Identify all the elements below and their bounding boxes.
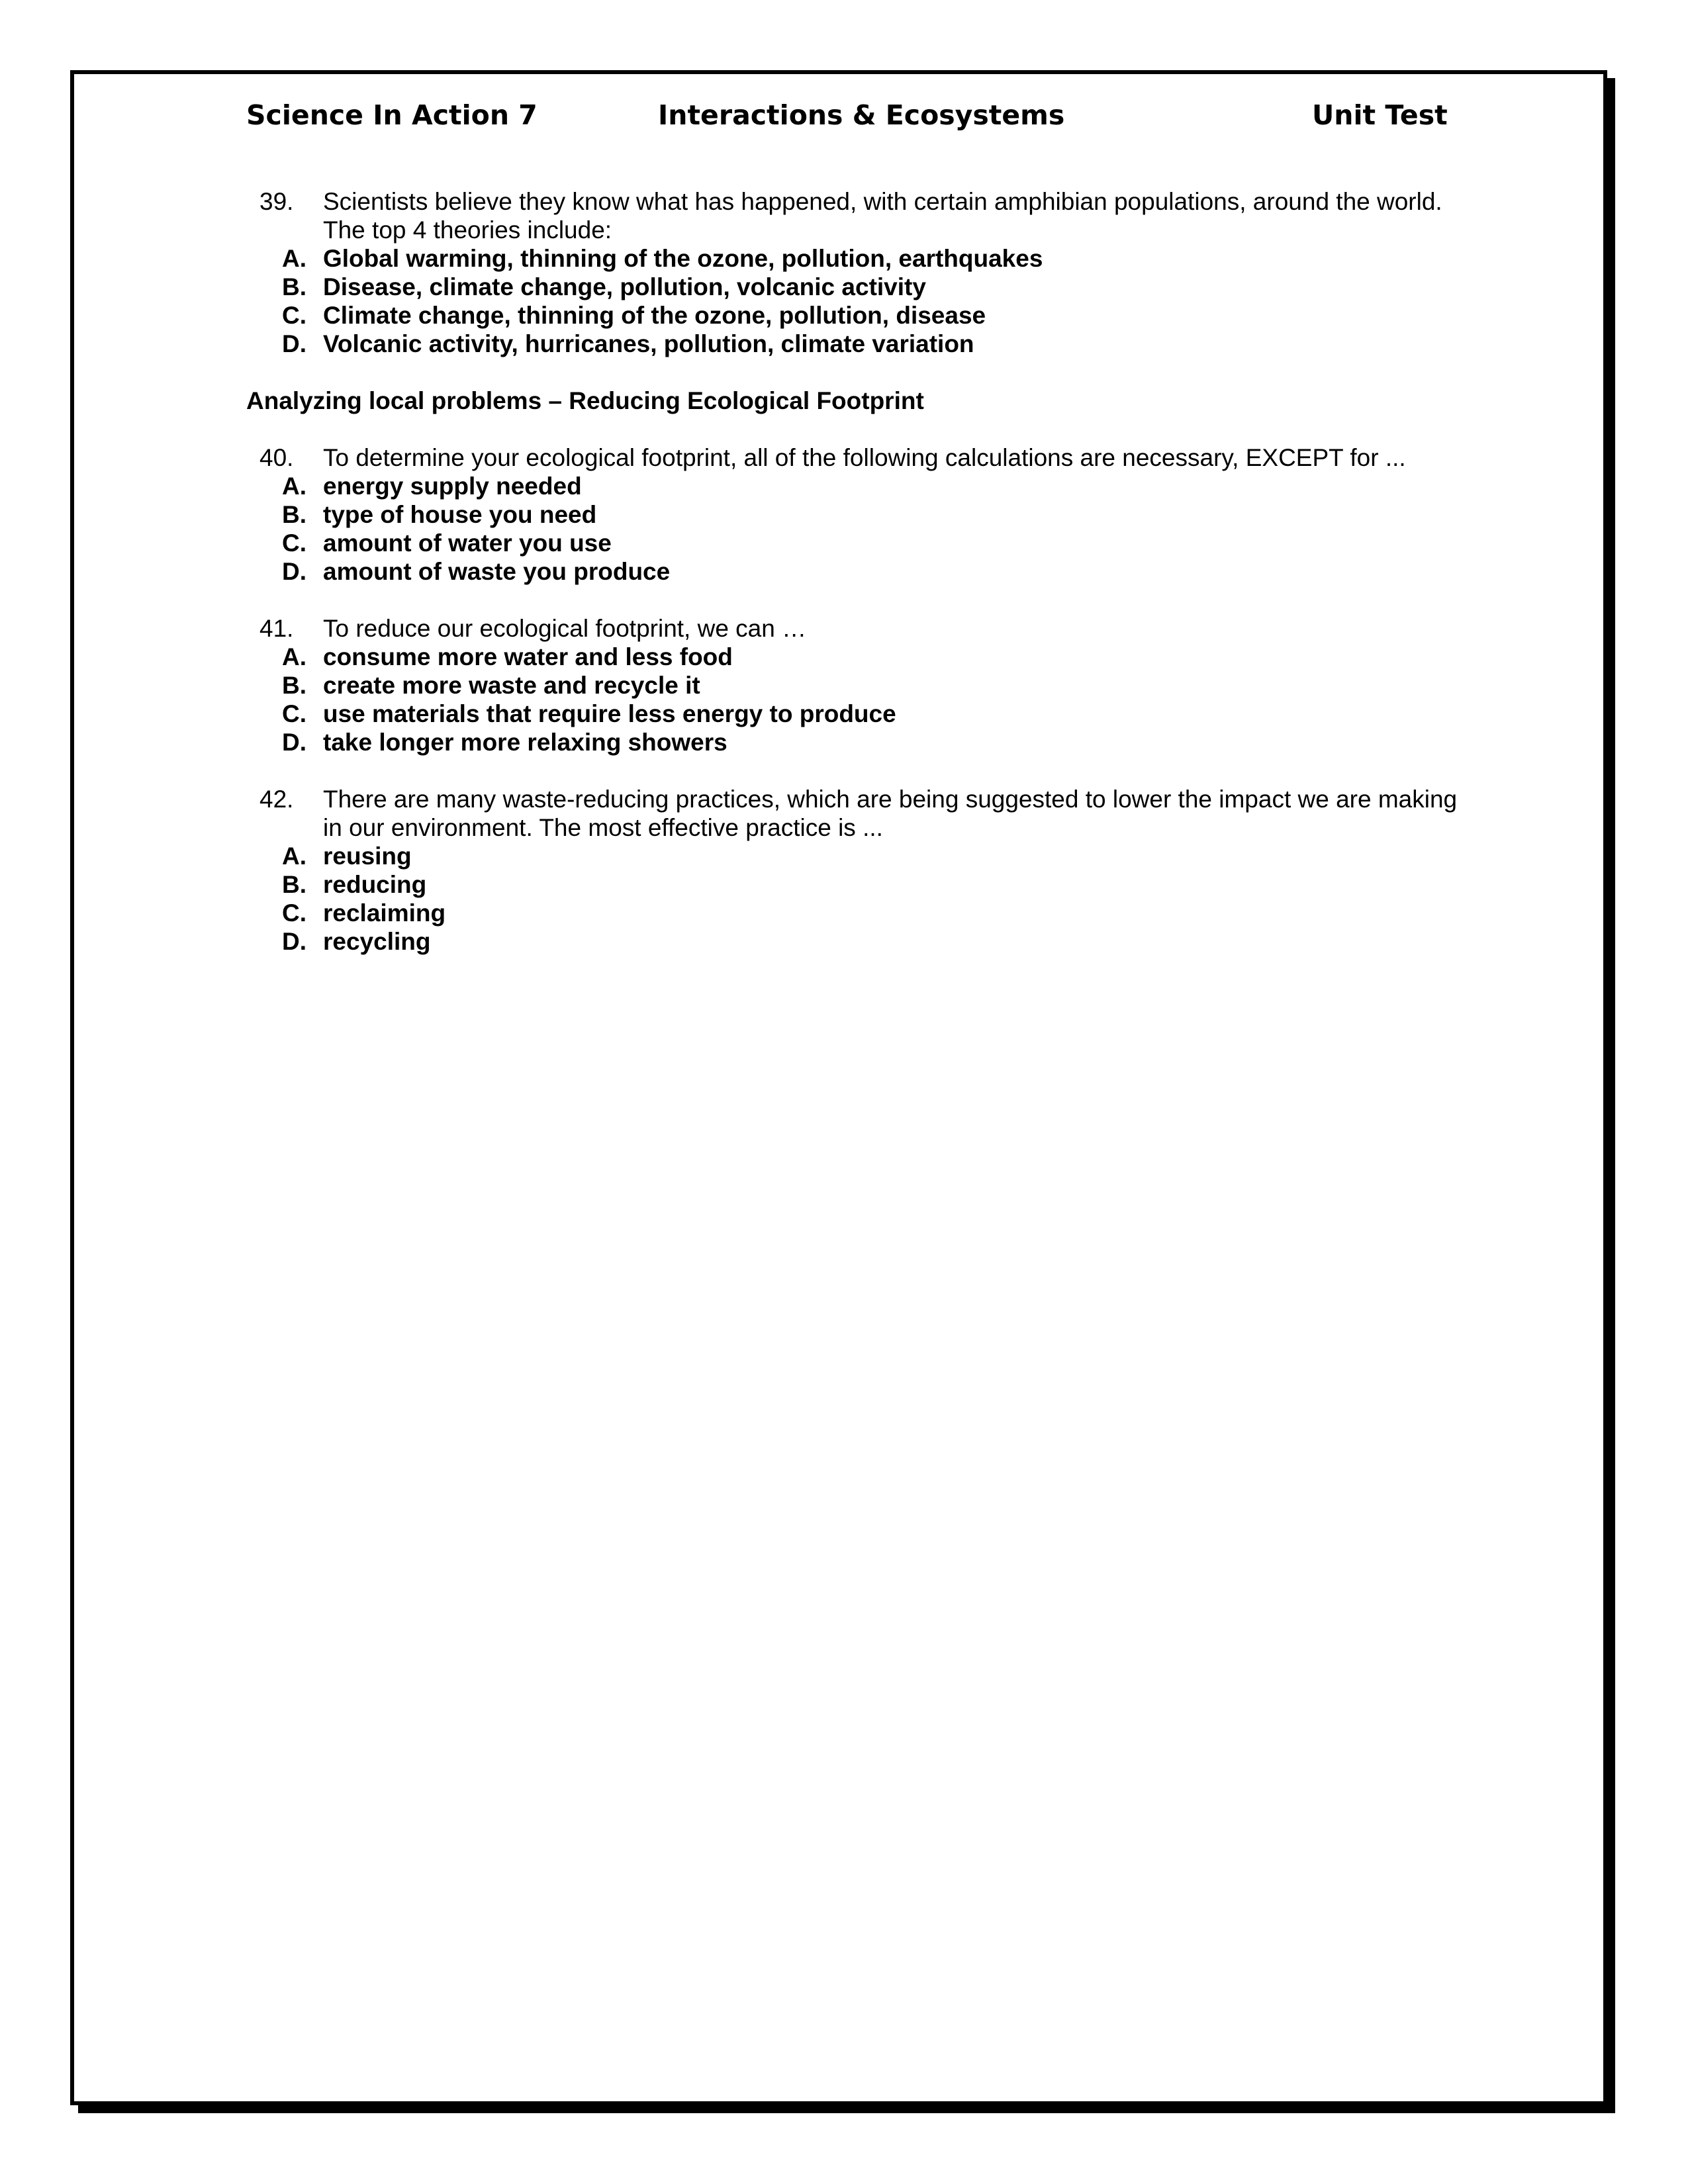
option-text: Volcanic activity, hurricanes, pollution, climate variation <box>323 330 974 357</box>
option-letter: D. <box>282 729 306 756</box>
question-39 <box>246 187 1504 358</box>
option-text: amount of water you use <box>323 529 612 557</box>
option-letter: A. <box>282 842 306 870</box>
answer-option <box>246 529 1504 557</box>
option-text: reclaiming <box>323 899 446 927</box>
option-letter: A. <box>282 643 306 670</box>
option-text: use materials that require less energy to produce <box>323 700 896 727</box>
answer-option <box>246 728 1504 756</box>
option-letter: D. <box>282 558 306 585</box>
option-letter: C. <box>282 302 306 329</box>
section-heading: Analyzing local problems – Reducing Ecological Footprint <box>246 387 924 414</box>
question-stem-line <box>246 785 1504 813</box>
question-number: 42. <box>259 786 294 813</box>
option-letter: B. <box>282 273 306 300</box>
option-text: Global warming, thinning of the ozone, pollution, earthquakes <box>323 245 1043 272</box>
question-text: To reduce our ecological footprint, we can … <box>323 615 807 642</box>
answer-option <box>246 870 1504 899</box>
option-text: amount of waste you produce <box>323 558 671 585</box>
answer-option <box>246 472 1504 500</box>
answer-option <box>246 557 1504 586</box>
question-text: The top 4 theories include: <box>323 216 612 244</box>
page-header <box>246 99 1448 139</box>
answer-option <box>246 500 1504 529</box>
question-stem-line <box>246 614 1504 643</box>
option-text: create more waste and recycle it <box>323 672 700 699</box>
question-number <box>246 813 323 842</box>
question-number: 40. <box>259 444 294 471</box>
question-stem-line <box>246 443 1504 472</box>
questions-part-1 <box>246 187 1504 358</box>
option-letter: A. <box>282 473 306 500</box>
answer-option <box>246 643 1504 671</box>
answer-option <box>246 273 1504 301</box>
option-letter: B. <box>282 501 306 528</box>
question-number: 39. <box>259 188 294 215</box>
option-text: type of house you need <box>323 501 597 528</box>
unit-title: Interactions & Ecosystems <box>658 99 1065 131</box>
answer-option <box>246 899 1504 927</box>
answer-option <box>246 244 1504 273</box>
option-letter: D. <box>282 928 306 955</box>
question-stem-line <box>246 813 1504 842</box>
question-text: To determine your ecological footprint, all of the following calculations are necessary, EXCEPT for ... <box>323 444 1406 471</box>
option-letter: B. <box>282 871 306 898</box>
question-41 <box>246 614 1504 756</box>
question-number <box>246 216 323 244</box>
answer-option <box>246 842 1504 870</box>
option-text: consume more water and less food <box>323 643 733 670</box>
option-letter: C. <box>282 700 306 727</box>
option-text: Climate change, thinning of the ozone, pollution, disease <box>323 302 986 329</box>
questions-part-2 <box>246 443 1504 956</box>
question-text: in our environment. The most effective practice is ... <box>323 814 883 841</box>
question-42 <box>246 785 1504 956</box>
option-text: reusing <box>323 842 412 870</box>
option-letter: B. <box>282 672 306 699</box>
answer-option <box>246 700 1504 728</box>
answer-option <box>246 330 1504 358</box>
question-40 <box>246 443 1504 586</box>
question-number: 41. <box>259 615 294 642</box>
answer-option <box>246 671 1504 700</box>
question-text: Scientists believe they know what has happened, with certain amphibian populations, around the world. <box>323 188 1442 215</box>
option-text: Disease, climate change, pollution, volcanic activity <box>323 273 926 300</box>
option-text: take longer more relaxing showers <box>323 729 727 756</box>
answer-option <box>246 301 1504 330</box>
option-letter: C. <box>282 899 306 927</box>
option-letter: C. <box>282 529 306 557</box>
question-stem-line <box>246 187 1504 216</box>
option-letter: D. <box>282 330 306 357</box>
answer-option <box>246 927 1504 956</box>
course-title: Science In Action 7 <box>246 99 538 131</box>
option-letter: A. <box>282 245 306 272</box>
option-text: recycling <box>323 928 431 955</box>
question-stem-line <box>246 216 1504 244</box>
test-type: Unit Test <box>1312 99 1448 131</box>
option-text: energy supply needed <box>323 473 582 500</box>
question-text: There are many waste-reducing practices, which are being suggested to lower the impact we are making <box>323 786 1458 813</box>
option-text: reducing <box>323 871 427 898</box>
test-content <box>246 187 1504 984</box>
